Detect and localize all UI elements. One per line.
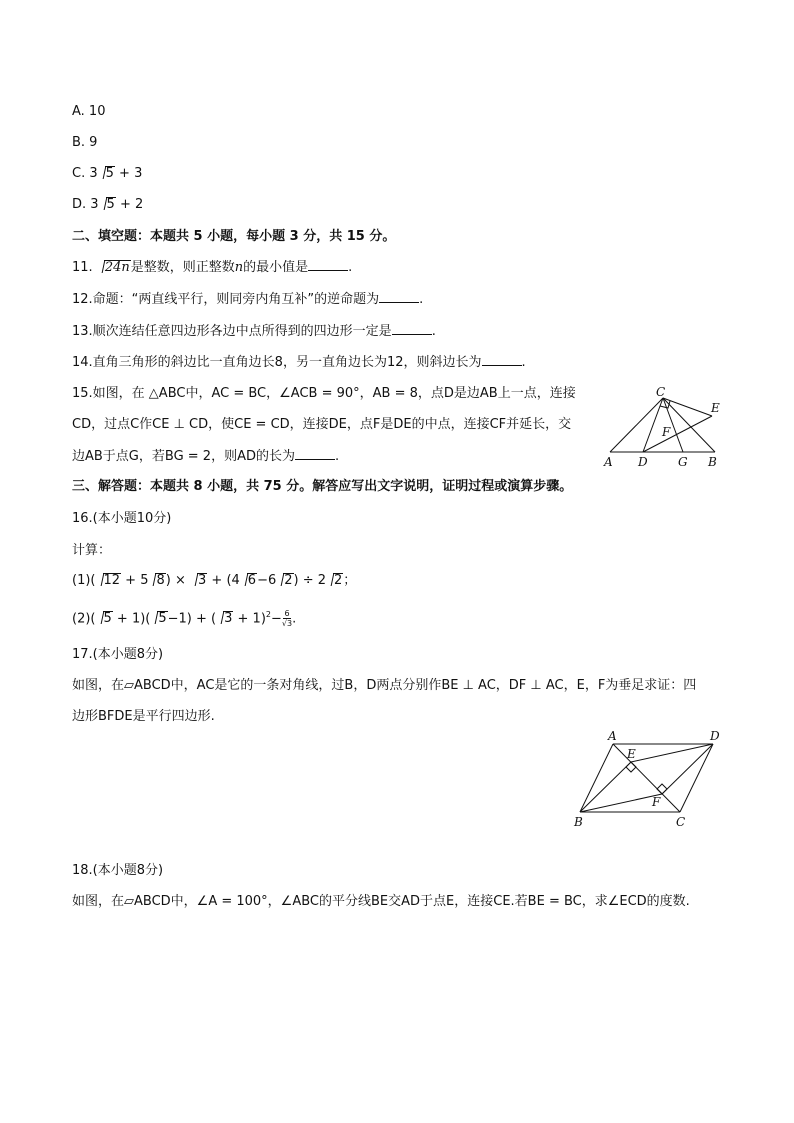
diagonal-ac (613, 744, 680, 812)
segment-df (662, 744, 713, 794)
answer-blank (295, 447, 335, 460)
question-16-part-2: (2)( 5 + 1)( 5−1) + ( 3 + 1)$^2$− $\frac{6}{√3}$ . (72, 609, 297, 629)
segment-de (643, 416, 712, 452)
question-12: 12.命题：“两直线平行，则同旁内角互补”的逆命题为 . (72, 292, 424, 307)
sqrt-symbol: 5 (96, 610, 113, 628)
segment-bc (663, 398, 715, 452)
option-b: B. 9 (72, 135, 98, 150)
question-17-line-2: 边形BFDE是平行四边形. (72, 709, 215, 724)
question-18-line-1: 如图，在▱ABCD中，∠A = 100°，∠ABC的平分线BE交AD于点E，连接CE.若BE = BC，求∠ECD的度数. (72, 894, 690, 909)
sqrt-symbol: 5 (150, 610, 167, 628)
option-a: A. 10 (72, 104, 106, 119)
question-15-figure (598, 384, 728, 470)
question-15-line-3: 边AB于点G，若BG = 2，则AD的长为 . (72, 449, 340, 464)
label-a: A (604, 455, 613, 469)
question-13: 13.顺次连结任意四边形各边中点所得到的四边形一定是 . (72, 324, 436, 339)
sqrt-symbol: 6 (240, 572, 257, 590)
sqrt-symbol: 8 (148, 572, 165, 590)
label-a: A (608, 729, 617, 743)
option-c: C. 3 5 + 3 (72, 166, 143, 181)
sqrt-symbol: 5 (98, 165, 115, 183)
question-16-intro: 计算： (72, 543, 112, 558)
question-17-title: 17.(本小题8分) (72, 647, 164, 662)
label-d: D (710, 729, 720, 743)
answer-blank (392, 322, 432, 335)
answer-blank (482, 353, 522, 366)
option-d: D. 3 5 + 2 (72, 197, 144, 212)
question-17-figure (570, 728, 725, 830)
question-15-line-2: CD，过点C作CE ⊥ CD，使CE = CD，连接DE，点F是DE的中点，连接CF并延长，交 (72, 417, 572, 432)
question-15-line-1: 15.如图，在 △ABC中，AC = BC，∠ACB = 90°，AB = 8，点D是边AB上一点，连接 (72, 386, 576, 401)
question-16-title: 16.(本小题10分) (72, 511, 172, 526)
fraction: $\frac{6}{√3}$ (281, 609, 293, 629)
sqrt-symbol: 2 (326, 572, 343, 590)
sqrt-symbol: 5 (99, 196, 116, 214)
sqrt-symbol: 2 (276, 572, 293, 590)
right-angle-mark (657, 784, 667, 794)
question-17-line-1: 如图，在▱ABCD中，AC是它的一条对角线，过B，D两点分别作BE ⊥ AC，DF ⊥ AC，E，F为垂足求证：四 (72, 678, 697, 693)
label-d: D (638, 455, 648, 469)
label-f: F (652, 795, 661, 809)
sqrt-symbol: 3 (216, 610, 233, 628)
segment-bf (580, 794, 662, 812)
section-heading-solutions: 三、解答题：本题共 8 小题，共 75 分。解答应写出文字说明，证明过程或演算步骤。 (72, 479, 573, 494)
sqrt-symbol: 24n (97, 259, 131, 277)
segment-dc (680, 744, 713, 812)
segment-ce (663, 398, 712, 416)
label-e: E (627, 747, 636, 761)
question-16-part-1: (1)( 12 + 5 8) × 3 + (4 6−6 2) ÷ 2 2； (72, 573, 357, 588)
answer-blank (379, 290, 419, 303)
sqrt-symbol: 3 (190, 572, 207, 590)
label-c: C (656, 385, 666, 399)
label-e: E (711, 401, 720, 415)
label-c: C (676, 815, 686, 829)
label-g: G (678, 455, 688, 469)
segment-ed (631, 744, 713, 762)
answer-blank (308, 258, 348, 271)
segment-be (580, 762, 631, 812)
sqrt-symbol: 12 (96, 572, 122, 590)
segment-ac (610, 398, 663, 452)
section-heading-fill-in: 二、填空题：本题共 5 小题，每小题 3 分，共 15 分。 (72, 229, 396, 244)
question-14: 14.直角三角形的斜边比一直角边长8，另一直角边长为12，则斜边长为 . (72, 355, 526, 370)
label-b: B (574, 815, 583, 829)
segment-ab (580, 744, 613, 812)
label-b: B (708, 455, 717, 469)
label-f: F (662, 425, 671, 439)
question-18-title: 18.(本小题8分) (72, 863, 164, 878)
question-11: 11. 24n是整数，则正整数n的最小值是 . (72, 260, 353, 275)
right-angle-mark (626, 762, 636, 772)
